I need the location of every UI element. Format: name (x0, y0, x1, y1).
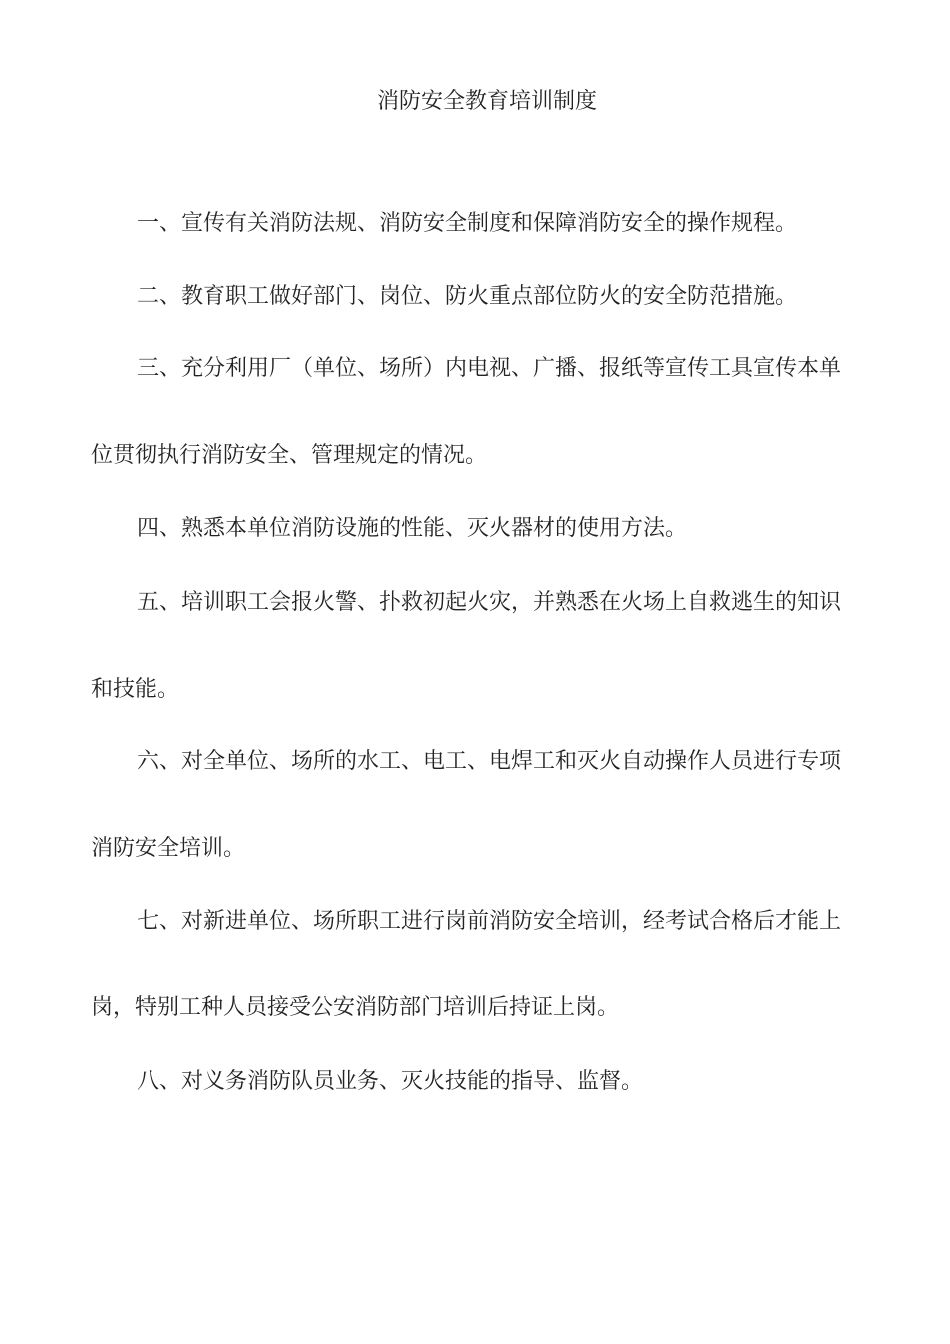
paragraph-1-line-1: 一、宣传有关消防法规、消防安全制度和保障消防安全的操作规程。 (137, 211, 798, 236)
paragraph-5-line-1: 五、培训职工会报火警、扑救初起火灾，并熟悉在火场上自救逃生的知识 (137, 590, 842, 615)
paragraph-7-line-2: 岗，特别工种人员接受公安消防部门培训后持证上岗。 (91, 995, 620, 1020)
document-title: 消防安全教育培训制度 (376, 89, 597, 114)
paragraph-8-line-1: 八、对义务消防队员业务、灭火技能的指导、监督。 (137, 1069, 644, 1094)
paragraph-3-line-2: 位贯彻执行消防安全、管理规定的情况。 (91, 443, 488, 468)
paragraph-3-line-1: 三、充分利用厂（单位、场所）内电视、广播、报纸等宣传工具宣传本单 (137, 356, 842, 381)
paragraph-6-line-1: 六、对全单位、场所的水工、电工、电焊工和灭火自动操作人员进行专项 (137, 749, 842, 774)
paragraph-6-line-2: 消防安全培训。 (91, 836, 246, 861)
paragraph-7-line-1: 七、对新进单位、场所职工进行岗前消防安全培训，经考试合格后才能上 (137, 909, 842, 934)
paragraph-2-line-1: 二、教育职工做好部门、岗位、防火重点部位防火的安全防范措施。 (137, 284, 798, 309)
paragraph-5-line-2: 和技能。 (91, 677, 180, 702)
paragraph-4-line-1: 四、熟悉本单位消防设施的性能、灭火器材的使用方法。 (137, 516, 688, 541)
